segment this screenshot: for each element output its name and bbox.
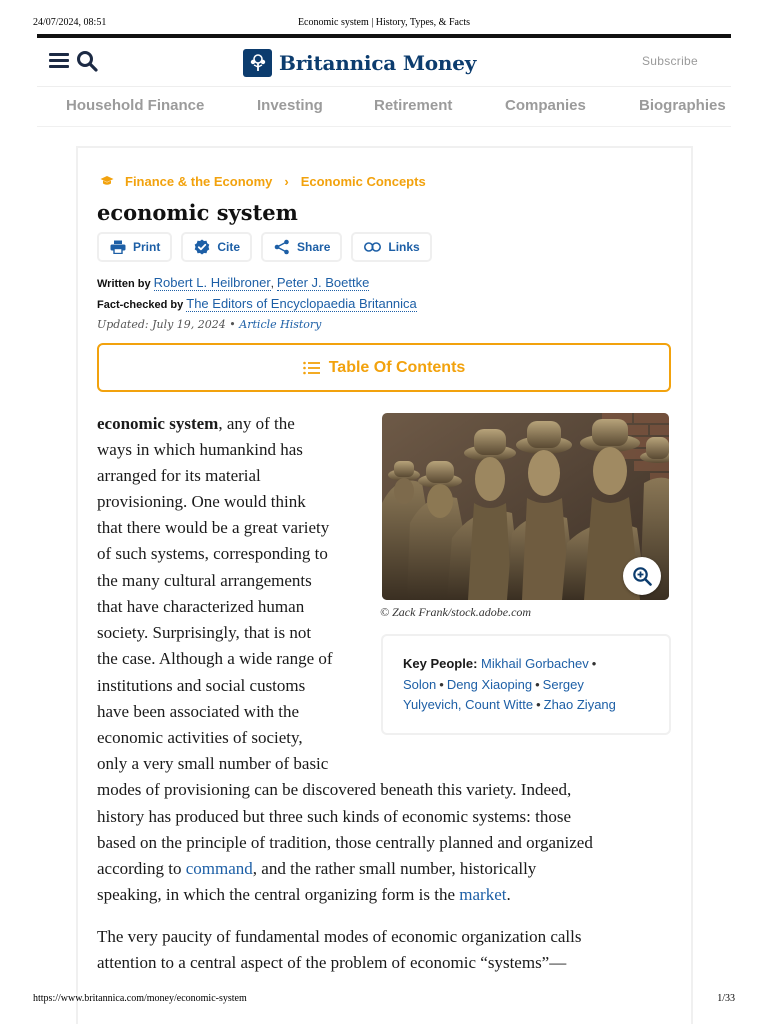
bullet-separator: • <box>439 677 444 692</box>
toc-label: Table Of Contents <box>328 358 466 376</box>
written-by: Written by Robert L. Heilbroner, Peter J. Boettke <box>97 275 370 290</box>
bullet-separator: • <box>535 677 540 692</box>
list-icon <box>303 361 320 375</box>
bullet-separator: • <box>229 318 236 331</box>
cite-label: Cite <box>217 240 241 254</box>
share-icon <box>274 239 290 255</box>
links-button[interactable] <box>351 232 431 262</box>
top-accent-bar <box>37 34 731 38</box>
author-link[interactable]: Robert L. Heilbroner <box>153 275 271 290</box>
paragraph-line <box>97 856 536 882</box>
paragraph-line: of such systems, corresponding to <box>97 544 328 563</box>
key-people-label: Key People: <box>403 656 478 671</box>
person-link[interactable]: Zhao Ziyang <box>543 697 616 712</box>
fact-checked-label: Fact-checked by <box>97 299 184 311</box>
paragraph-line: provisioning. One would think <box>97 492 306 511</box>
hamburger-menu-icon[interactable] <box>49 53 69 69</box>
search-icon[interactable] <box>76 50 98 72</box>
person-link[interactable]: Solon <box>403 677 437 692</box>
zoom-in-icon <box>632 566 652 586</box>
thistle-logo-icon <box>243 49 272 77</box>
command-link[interactable]: command <box>185 859 253 878</box>
written-by-label: Written by <box>97 278 151 290</box>
text-span: speaking, in which the central organizing form is the <box>97 885 460 904</box>
paragraph-line: have been associated with the <box>97 702 300 721</box>
link-icon <box>364 242 381 252</box>
text-span: according to <box>97 859 186 878</box>
brand-logo[interactable] <box>243 48 476 78</box>
print-datetime: 24/07/2024, 08:51 <box>33 17 107 28</box>
paragraph-line: arranged for its material <box>97 466 261 485</box>
zoom-in-button[interactable] <box>623 557 661 595</box>
breadcrumb-separator: › <box>284 173 289 189</box>
article-tools <box>97 232 432 262</box>
text-span: , any of the <box>218 414 295 433</box>
nav-item-household-finance[interactable]: Household Finance <box>66 97 205 114</box>
paragraph-line: the case. Although a wide range of <box>97 649 333 668</box>
breadcrumb <box>100 172 426 190</box>
key-people-line <box>403 697 616 712</box>
verified-badge-icon <box>194 239 210 255</box>
image-caption: © Zack Frank/stock.adobe.com <box>380 605 532 619</box>
share-button[interactable] <box>261 232 342 262</box>
category-nav <box>37 97 731 119</box>
subscribe-link[interactable]: Subscribe <box>641 54 698 68</box>
market-link[interactable]: market <box>459 885 507 904</box>
person-link[interactable]: Mikhail Gorbachev <box>481 656 589 671</box>
print-page-number: 1/33 <box>717 993 735 1004</box>
print-header <box>33 17 735 31</box>
key-people-line <box>403 656 599 671</box>
key-people-box <box>381 634 671 735</box>
paragraph-line: institutions and social customs <box>97 676 306 695</box>
paragraph-line: only a very small number of basic <box>97 754 329 773</box>
text-span: , and the rather small number, historically <box>252 859 537 878</box>
defined-term: economic system <box>97 414 219 433</box>
person-link[interactable]: Deng Xiaoping <box>446 677 533 692</box>
paragraph-line: that have characterized human <box>97 597 305 616</box>
updated-date: Updated: July 19, 2024 <box>97 318 226 331</box>
print-url: https://www.britannica.com/money/economic-system <box>33 993 247 1004</box>
print-page-title: Economic system | History, Types, & Facts <box>297 17 471 28</box>
paragraph-line: The very paucity of fundamental modes of economic organization calls <box>97 927 582 946</box>
text-span: . <box>506 885 511 904</box>
article-history-link[interactable]: Article History <box>239 318 322 331</box>
paragraph-line: based on the principle of tradition, those centrally planned and organized <box>97 833 593 852</box>
page-title: economic system <box>97 200 298 225</box>
print-footer <box>33 993 735 1007</box>
breadcrumb-item-finance-economy[interactable]: Finance & the Economy <box>125 173 273 189</box>
updated-line <box>97 318 321 331</box>
site-header <box>37 42 731 84</box>
share-label: Share <box>297 240 331 254</box>
nav-item-biographies[interactable]: Biographies <box>639 97 726 114</box>
paragraph-line: society. Surprisingly, that is not <box>97 623 312 642</box>
nav-item-companies[interactable]: Companies <box>505 97 586 114</box>
printer-icon <box>110 240 126 254</box>
bullet-separator: • <box>536 697 541 712</box>
nav-item-investing[interactable]: Investing <box>257 97 323 114</box>
paragraph-line: ways in which humankind has <box>97 440 303 459</box>
person-link[interactable]: Sergey <box>542 677 584 692</box>
print-label: Print <box>133 240 161 254</box>
paragraph-line: modes of provisioning can be discovered beneath this variety. Indeed, <box>97 780 572 799</box>
cite-button[interactable] <box>181 232 252 262</box>
paragraph-line: history has produced but three such kinds of economic systems: those <box>97 807 572 826</box>
links-label: Links <box>388 240 420 254</box>
graduation-cap-icon <box>100 175 114 187</box>
print-button[interactable] <box>97 232 172 262</box>
brand-name: Britannica Money <box>279 51 477 75</box>
key-people-line <box>403 677 584 692</box>
nav-item-retirement[interactable]: Retirement <box>374 97 453 114</box>
paragraph-line: economic activities of society, <box>97 728 303 747</box>
paragraph-line <box>97 411 295 437</box>
paragraph-line: the many cultural arrangements <box>97 571 312 590</box>
divider <box>37 86 731 87</box>
divider <box>37 126 731 127</box>
fact-checker-link[interactable]: The Editors of Encyclopaedia Britannica <box>186 296 417 311</box>
fact-checked-by <box>97 296 417 311</box>
bullet-separator: • <box>591 656 597 671</box>
paragraph-line <box>97 882 511 908</box>
paragraph-line: that there would be a great variety <box>97 518 330 537</box>
person-link[interactable]: Yulyevich, Count Witte <box>403 697 534 712</box>
table-of-contents-button[interactable] <box>97 343 671 392</box>
paragraph-line: attention to a central aspect of the problem of economic “systems”— <box>97 953 567 972</box>
breadcrumb-item-economic-concepts[interactable]: Economic Concepts <box>300 173 426 189</box>
author-link[interactable]: Peter J. Boettke <box>276 275 370 290</box>
